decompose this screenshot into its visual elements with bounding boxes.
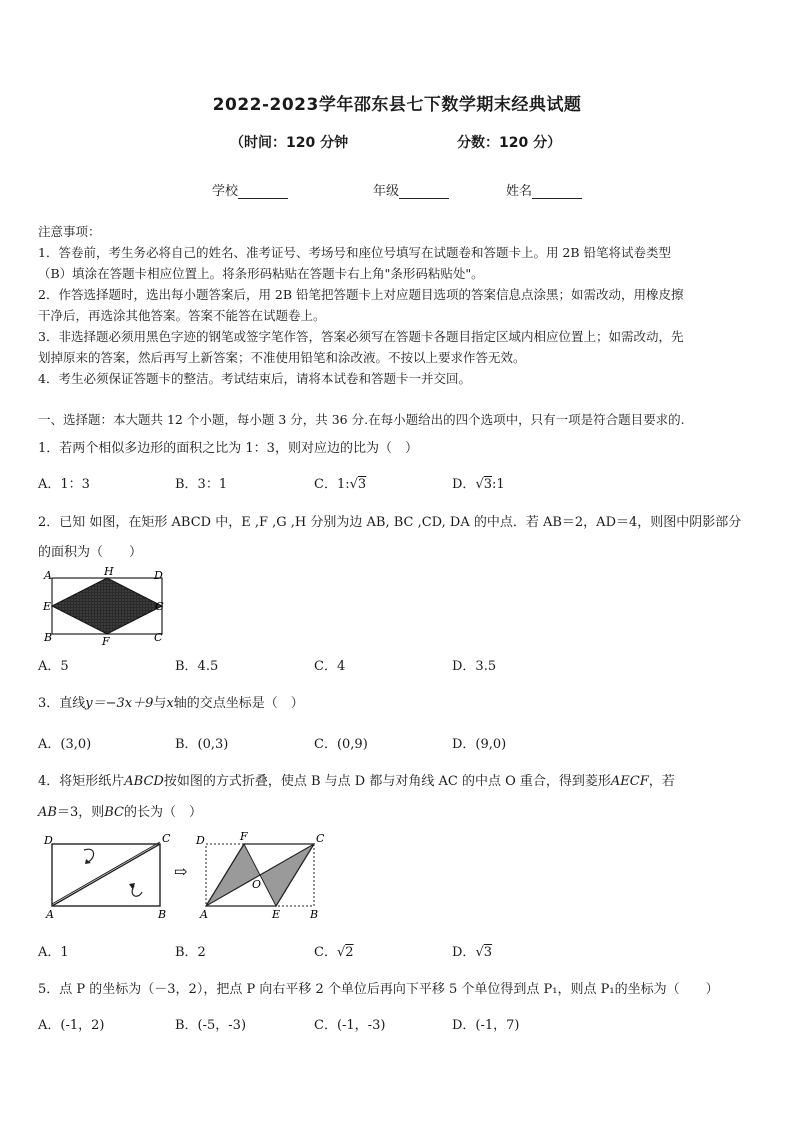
q4-c-prefix: C． bbox=[314, 945, 337, 960]
question-2-line2: 的面积为（ ） bbox=[38, 545, 143, 560]
q3-option-c[interactable]: C．(0,9) bbox=[314, 737, 368, 752]
diagonal-ac-double bbox=[52, 842, 160, 904]
school-blank bbox=[238, 186, 288, 199]
fig2-label-c: C bbox=[316, 832, 325, 845]
diagonal-ac bbox=[52, 844, 160, 906]
q1-d-suffix: :1 bbox=[492, 477, 505, 492]
sqrt-icon: √ bbox=[336, 945, 346, 960]
arrowhead-icon bbox=[85, 859, 91, 864]
q2-option-d[interactable]: D．3.5 bbox=[452, 659, 497, 674]
q4-pre: 4．将矩形纸片 bbox=[38, 774, 125, 789]
question-4-line1 bbox=[38, 770, 675, 789]
q1-option-a[interactable]: A．1：3 bbox=[38, 477, 90, 492]
q5-option-d[interactable]: D．(-1，7) bbox=[452, 1018, 520, 1033]
shaded-triangle-right bbox=[260, 844, 314, 906]
sqrt-icon: √ bbox=[349, 477, 358, 492]
fig2-label-e: E bbox=[272, 908, 281, 921]
q4-option-a[interactable]: A．1 bbox=[38, 945, 69, 960]
diagonal-ac-right bbox=[206, 844, 314, 906]
q3-option-b[interactable]: B．(0,3) bbox=[175, 737, 229, 752]
q4-bc: BC bbox=[104, 805, 124, 820]
q1-c-prefix: C．1: bbox=[314, 477, 350, 492]
notes-heading: 注意事项： bbox=[38, 224, 101, 239]
note-line: 划掉原来的答案，然后再写上新答案；不准使用铅笔和涂改液。不按以上要求作答无效。 bbox=[38, 350, 526, 365]
q4-post2: 的长为（ ） bbox=[123, 805, 202, 820]
q4-option-d[interactable] bbox=[452, 941, 492, 960]
q4-ab-value: ＝3，则 bbox=[56, 805, 105, 820]
q4-post: ，若 bbox=[648, 774, 675, 789]
q3-mid: 与 bbox=[153, 696, 167, 711]
fig1-label-d: D bbox=[44, 834, 53, 847]
q4-ab: AB bbox=[38, 805, 57, 820]
sqrt-icon: √ bbox=[475, 477, 484, 492]
question-1-stem: 1．若两个相似多边形的面积之比为 1：3，则对应边的比为（ ） bbox=[38, 441, 418, 456]
exam-time: （时间：120 分钟 bbox=[230, 135, 349, 151]
q1-option-d[interactable] bbox=[452, 473, 505, 492]
q1-d-radicand: 3 bbox=[483, 477, 493, 492]
note-line: 4．考生必须保证答题卡的整洁。考试结束后，请将本试卷和答题卡一并交回。 bbox=[38, 371, 471, 386]
exam-score: 分数：120 分） bbox=[457, 135, 562, 151]
name-blank bbox=[532, 186, 582, 199]
label-a: A bbox=[44, 569, 52, 582]
note-line: 干净后，再选涂其他答案。答案不能答在试题卷上。 bbox=[38, 308, 326, 323]
q3-option-d[interactable]: D．(9,0) bbox=[452, 737, 507, 752]
q3-option-a[interactable]: A．(3,0) bbox=[38, 737, 92, 752]
transform-arrow-icon: ⇨ bbox=[174, 862, 188, 881]
grade-field bbox=[373, 180, 449, 199]
sqrt-icon: √ bbox=[475, 945, 484, 960]
shaded-triangle-left bbox=[206, 844, 260, 906]
q1-d-prefix: D． bbox=[452, 477, 476, 492]
label-g: G bbox=[155, 600, 164, 613]
question-4-line2 bbox=[38, 801, 202, 820]
q4-mid: 按如图的方式折叠，使点 B 与点 D 都与对角线 AC 的中点 O 重合，得到菱形 bbox=[163, 774, 611, 789]
label-c: C bbox=[154, 631, 163, 644]
grade-blank bbox=[399, 186, 449, 199]
note-line: 3．非选择题必须用黑色字迹的钢笔或签字笔作答，答案必须写在答题卡各题目指定区域内相应位置上；如需改动，先 bbox=[38, 329, 684, 344]
fig2-label-o: O bbox=[252, 878, 262, 891]
school-label: 学校 bbox=[212, 184, 239, 199]
grade-label: 年级 bbox=[373, 184, 400, 199]
q1-option-b[interactable]: B．3：1 bbox=[175, 477, 228, 492]
q3-x-var: x bbox=[166, 696, 174, 711]
label-d: D bbox=[154, 569, 163, 582]
question-2-line1: 2．已知 如图，在矩形 ABCD 中，E ,F ,G ,H 分别为边 AB, BC ,CD, DA 的中点．若 AB＝2，AD＝4，则图中阴影部分 bbox=[38, 515, 742, 530]
q4-option-c[interactable] bbox=[314, 941, 354, 960]
question-3-stem bbox=[38, 692, 304, 711]
fig2-label-f: F bbox=[240, 830, 248, 843]
label-b: B bbox=[44, 631, 53, 644]
q4-aecf: AECF bbox=[610, 774, 649, 789]
label-h: H bbox=[104, 566, 114, 578]
shaded-rhombus bbox=[52, 578, 162, 634]
note-line: 2．作答选择题时，选出每小题答案后，用 2B 铅笔把答题卡上对应题目选项的答案信息点涂黑；如需改动，用橡皮擦 bbox=[38, 287, 684, 302]
q5-option-b[interactable]: B．(-5，-3) bbox=[175, 1018, 247, 1033]
school-field bbox=[212, 180, 288, 199]
label-f: F bbox=[102, 635, 110, 646]
fig1-label-b: B bbox=[158, 908, 167, 921]
fig2-label-a: A bbox=[200, 908, 208, 921]
question-5-stem: 5．点 P 的坐标为（－3，2），把点 P 向右平移 2 个单位后再向下平移 5 个单位得到点 P₁，则点 P₁的坐标为（ ） bbox=[38, 982, 719, 997]
q4-d-prefix: D． bbox=[452, 945, 476, 960]
q2-option-a[interactable]: A．5 bbox=[38, 659, 69, 674]
q1-option-c[interactable] bbox=[314, 473, 366, 492]
q5-option-a[interactable]: A．(-1，2) bbox=[38, 1018, 105, 1033]
name-label: 姓名 bbox=[506, 184, 533, 199]
name-field bbox=[506, 180, 582, 199]
q4-folding-figure bbox=[38, 830, 338, 922]
page-title: 2022-2023学年邵东县七下数学期末经典试题 bbox=[212, 95, 582, 115]
q2-option-c[interactable]: C．4 bbox=[314, 659, 346, 674]
fig2-label-d: D bbox=[196, 834, 205, 847]
section-heading: 一、选择题：本大题共 12 个小题，每小题 3 分，共 36 分.在每小题给出的四个选项中，只有一项是符合题目要求的. bbox=[38, 412, 685, 427]
q3-equation: y＝−3x＋9 bbox=[85, 696, 154, 711]
fig1-label-c: C bbox=[162, 832, 171, 845]
q1-c-radicand: 3 bbox=[357, 477, 367, 492]
q2-option-b[interactable]: B．4.5 bbox=[175, 659, 219, 674]
q3-pre: 3．直线 bbox=[38, 696, 86, 711]
label-e: E bbox=[43, 600, 52, 613]
fig1-label-a: A bbox=[46, 908, 54, 921]
fig2-label-b: B bbox=[310, 908, 319, 921]
note-line: （B）填涂在答题卡相应位置上。将条形码粘贴在答题卡右上角"条形码粘贴处"。 bbox=[38, 266, 484, 281]
q4-abcd: ABCD bbox=[124, 774, 164, 789]
q5-option-c[interactable]: C．(-1，-3) bbox=[314, 1018, 386, 1033]
q2-rectangle-figure bbox=[38, 566, 168, 646]
fold-arrow-top-icon bbox=[84, 849, 94, 862]
q4-c-radicand: 2 bbox=[345, 945, 354, 960]
q3-post: 轴的交点坐标是（ ） bbox=[173, 696, 304, 711]
note-line: 1．答卷前，考生务必将自己的姓名、准考证号、考场号和座位号填写在试题卷和答题卡上。用 2B 铅笔将试卷类型 bbox=[38, 245, 672, 260]
q4-option-b[interactable]: B．2 bbox=[175, 945, 206, 960]
q4-d-radicand: 3 bbox=[483, 945, 493, 960]
